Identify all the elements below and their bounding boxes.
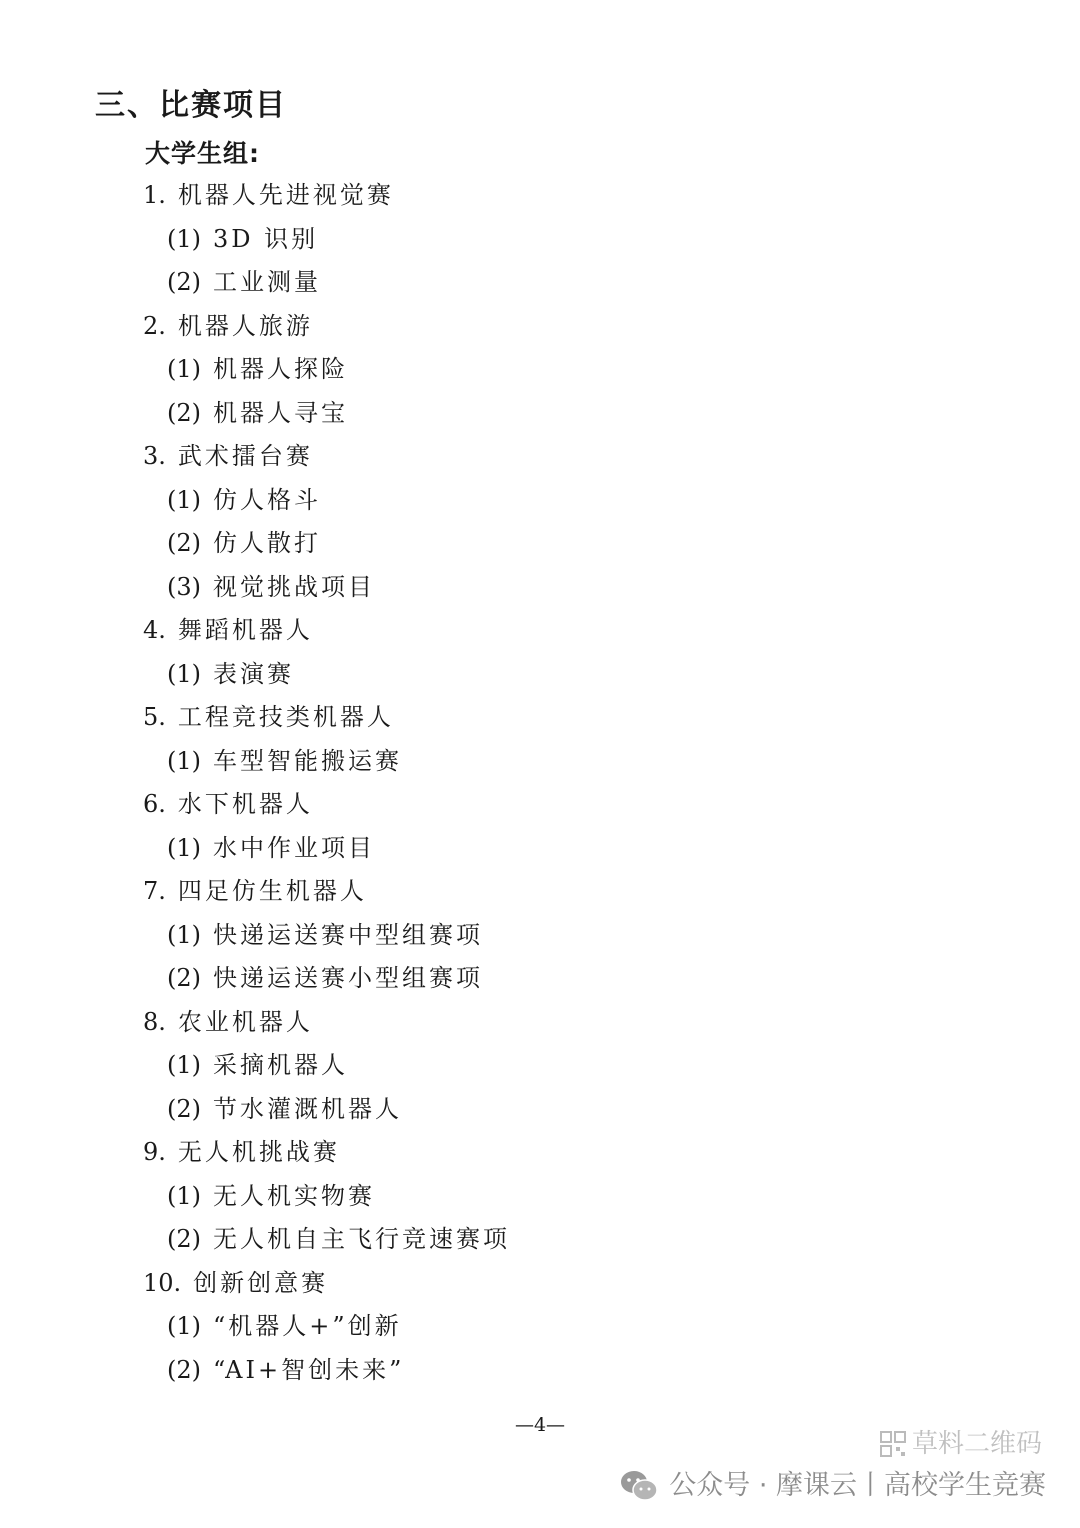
category-item xyxy=(0,783,1080,827)
subitem xyxy=(0,1218,1080,1262)
item-number: 7. xyxy=(143,877,166,905)
item-number: (1) xyxy=(167,833,201,862)
item-text: 机器人先进视觉赛 xyxy=(177,181,394,209)
item-number: (1) xyxy=(167,746,201,775)
category-item xyxy=(0,609,1080,653)
subitem xyxy=(0,1305,1080,1349)
item-text: 车型智能搬运赛 xyxy=(213,746,402,775)
category-item xyxy=(0,305,1080,349)
subitem xyxy=(0,479,1080,523)
item-number: (2) xyxy=(167,1225,201,1253)
subitem xyxy=(0,914,1080,958)
item-number: (2) xyxy=(167,398,201,427)
subitem xyxy=(0,566,1080,610)
item-number: (1) xyxy=(167,485,201,514)
subitem xyxy=(0,392,1080,436)
item-number: (2) xyxy=(167,268,201,296)
item-number: (1) xyxy=(167,659,201,688)
item-text: 舞蹈机器人 xyxy=(177,616,313,644)
section-title: 三、比赛项目 xyxy=(95,88,287,123)
subitem xyxy=(0,348,1080,392)
item-text: “AI+智创未来” xyxy=(213,1355,405,1384)
item-text: 表演赛 xyxy=(213,659,294,688)
item-text: 机器人旅游 xyxy=(177,311,313,340)
item-number: 9. xyxy=(143,1138,166,1166)
item-text: 无人机挑战赛 xyxy=(177,1138,340,1166)
item-number: (2) xyxy=(167,529,201,557)
category-item xyxy=(0,174,1080,218)
item-text: 创新创意赛 xyxy=(193,1268,329,1297)
item-text: 机器人探险 xyxy=(213,355,348,383)
item-number: (2) xyxy=(167,964,201,992)
category-item xyxy=(0,870,1080,914)
item-number: (3) xyxy=(167,572,201,601)
category-item xyxy=(0,1262,1080,1306)
item-number: 5. xyxy=(143,703,166,731)
qr-code-icon xyxy=(880,1431,906,1457)
subitem xyxy=(0,1044,1080,1088)
item-text: 农业机器人 xyxy=(177,1007,313,1036)
item-text: 快递运送赛中型组赛项 xyxy=(213,920,483,949)
qr-watermark-text: 草料二维码 xyxy=(911,1429,1042,1459)
subitem xyxy=(0,1349,1080,1393)
category-item xyxy=(0,435,1080,479)
subitem xyxy=(0,740,1080,784)
item-number: 10. xyxy=(143,1268,182,1297)
item-number: (2) xyxy=(167,1094,201,1123)
item-text: 水下机器人 xyxy=(177,790,313,818)
item-number: 8. xyxy=(143,1007,166,1036)
competition-list xyxy=(0,174,1080,1392)
item-text: 工程竞技类机器人 xyxy=(177,703,394,731)
item-text: 节水灌溉机器人 xyxy=(213,1094,402,1123)
item-text: 武术擂台赛 xyxy=(177,442,313,470)
item-number: (1) xyxy=(167,1181,201,1210)
subitem xyxy=(0,827,1080,871)
item-text: 机器人寻宝 xyxy=(213,398,348,427)
item-number: 2. xyxy=(143,311,166,340)
subitem xyxy=(0,522,1080,566)
subitem xyxy=(0,653,1080,697)
item-text: 工业测量 xyxy=(213,268,321,296)
item-text: “机器人+”创新 xyxy=(213,1312,402,1340)
item-text: 仿人格斗 xyxy=(213,485,321,514)
group-title: 大学生组: xyxy=(145,139,260,168)
item-text: 仿人散打 xyxy=(213,529,321,557)
qr-watermark xyxy=(880,1426,1042,1462)
item-text: 无人机实物赛 xyxy=(213,1181,375,1210)
item-text: 水中作业项目 xyxy=(213,833,375,862)
item-number: (1) xyxy=(167,1051,201,1079)
subitem xyxy=(0,218,1080,262)
page-number: —4— xyxy=(514,1414,566,1436)
category-item xyxy=(0,1131,1080,1175)
item-number: (1) xyxy=(167,1312,201,1340)
item-number: 6. xyxy=(143,790,166,818)
item-number: (1) xyxy=(167,355,201,383)
item-number: (1) xyxy=(167,224,201,253)
item-number: (2) xyxy=(167,1355,201,1384)
account-watermark-text: 公众号 · 摩课云丨高校学生竞赛 xyxy=(669,1470,1046,1501)
category-item xyxy=(0,1001,1080,1045)
item-text: 快递运送赛小型组赛项 xyxy=(213,964,483,992)
item-number: (1) xyxy=(167,920,201,949)
item-text: 采摘机器人 xyxy=(213,1051,348,1079)
account-watermark xyxy=(619,1466,1046,1506)
item-text: 3D 识别 xyxy=(213,224,319,253)
wechat-icon xyxy=(619,1469,659,1503)
item-number: 4. xyxy=(143,616,166,644)
item-text: 无人机自主飞行竞速赛项 xyxy=(213,1225,510,1253)
subitem xyxy=(0,261,1080,305)
category-item xyxy=(0,696,1080,740)
subitem xyxy=(0,1088,1080,1132)
item-number: 1. xyxy=(143,181,166,209)
item-number: 3. xyxy=(143,442,166,470)
item-text: 四足仿生机器人 xyxy=(177,877,367,905)
subitem xyxy=(0,1175,1080,1219)
subitem xyxy=(0,957,1080,1001)
item-text: 视觉挑战项目 xyxy=(213,572,375,601)
